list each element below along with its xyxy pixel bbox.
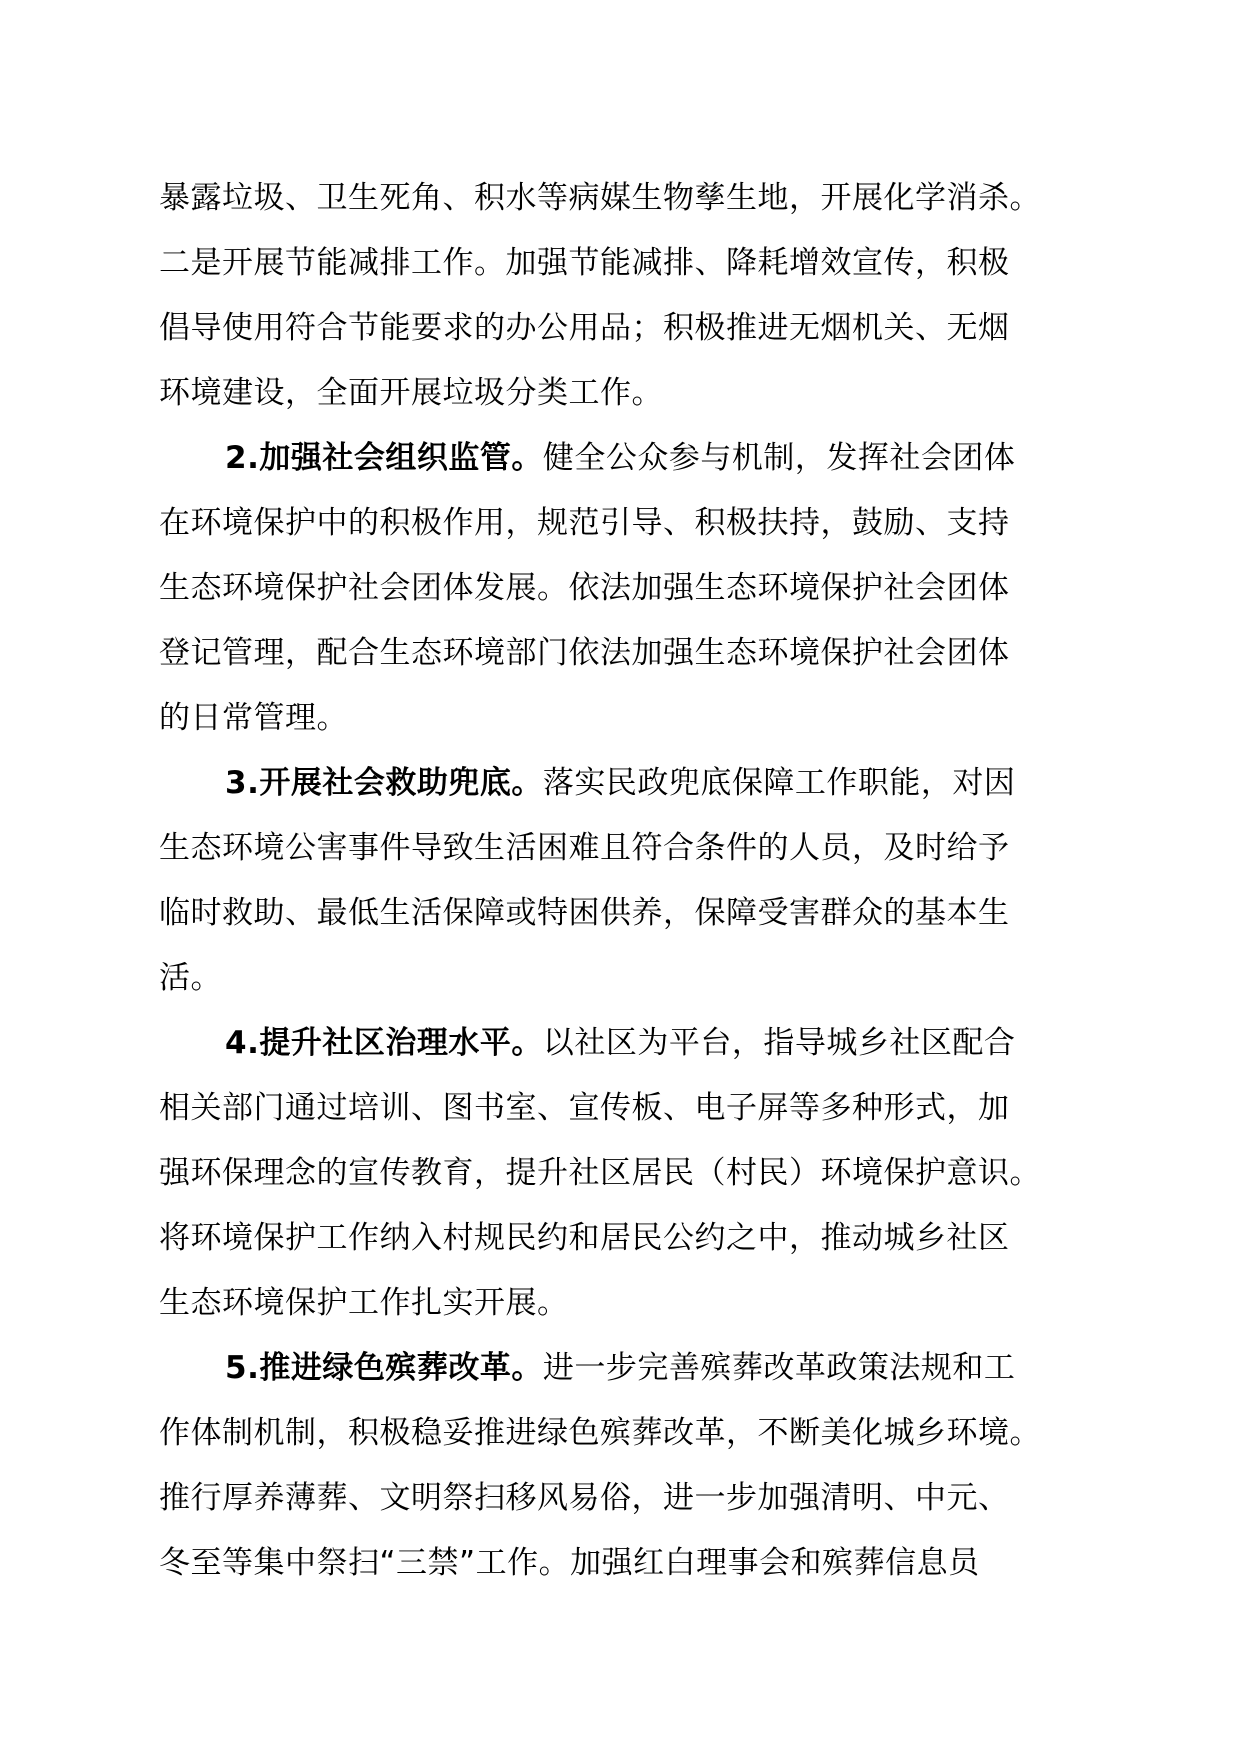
text-line: 倡导使用符合节能要求的办公用品；积极推进无烟机关、无烟 bbox=[159, 310, 1010, 346]
section-heading: 2.加强社会组织监管。 bbox=[225, 440, 543, 476]
document-page bbox=[159, 166, 1089, 1596]
section-heading: 4.提升社区治理水平。 bbox=[225, 1025, 543, 1061]
text-run: 进一步完善殡葬改革政策法规和工 bbox=[542, 1350, 1016, 1386]
text-line: 二是开展节能减排工作。加强节能减排、降耗增效宣传，积极 bbox=[159, 245, 1010, 281]
paragraph-continuation bbox=[159, 166, 1089, 426]
text-run: 健全公众参与机制，发挥社会团体 bbox=[542, 440, 1016, 476]
text-line: 生态环境公害事件导致生活困难且符合条件的人员，及时给予 bbox=[159, 830, 1010, 866]
paragraph-item-4 bbox=[159, 1011, 1089, 1336]
text-line: 的日常管理。 bbox=[159, 700, 348, 736]
paragraph-item-2 bbox=[159, 426, 1089, 751]
text-line: 将环境保护工作纳入村规民约和居民公约之中，推动城乡社区 bbox=[159, 1220, 1010, 1256]
text-line: 登记管理，配合生态环境部门依法加强生态环境保护社会团体 bbox=[159, 635, 1010, 671]
text-run: 以社区为平台，指导城乡社区配合 bbox=[542, 1025, 1016, 1061]
paragraph-item-3 bbox=[159, 751, 1089, 1011]
text-line bbox=[159, 751, 1089, 816]
text-line: 生态环境保护工作扎实开展。 bbox=[159, 1285, 569, 1321]
text-line bbox=[159, 1336, 1089, 1401]
text-line: 相关部门通过培训、图书室、宣传板、电子屏等多种形式，加 bbox=[159, 1090, 1010, 1126]
text-line: 冬至等集中祭扫“三禁”工作。加强红白理事会和殡葬信息员 bbox=[159, 1545, 980, 1581]
text-line bbox=[159, 1011, 1089, 1076]
text-line: 推行厚养薄葬、文明祭扫移风易俗，进一步加强清明、中元、 bbox=[159, 1480, 1010, 1516]
section-heading: 5.推进绿色殡葬改革。 bbox=[225, 1350, 543, 1386]
text-line: 在环境保护中的积极作用，规范引导、积极扶持，鼓励、支持 bbox=[159, 505, 1010, 541]
section-heading: 3.开展社会救助兜底。 bbox=[225, 765, 543, 801]
text-line: 活。 bbox=[159, 960, 222, 996]
text-run: 落实民政兜底保障工作职能，对因 bbox=[542, 765, 1016, 801]
text-line: 环境建设，全面开展垃圾分类工作。 bbox=[159, 375, 663, 411]
text-line: 暴露垃圾、卫生死角、积水等病媒生物孳生地，开展化学消杀。 bbox=[159, 180, 1041, 216]
text-line bbox=[159, 426, 1089, 491]
text-line: 强环保理念的宣传教育，提升社区居民（村民）环境保护意识。 bbox=[159, 1155, 1041, 1191]
paragraph-item-5 bbox=[159, 1336, 1089, 1596]
text-line: 作体制机制，积极稳妥推进绿色殡葬改革，不断美化城乡环境。 bbox=[159, 1415, 1041, 1451]
text-line: 生态环境保护社会团体发展。依法加强生态环境保护社会团体 bbox=[159, 570, 1010, 606]
text-line: 临时救助、最低生活保障或特困供养，保障受害群众的基本生 bbox=[159, 895, 1010, 931]
